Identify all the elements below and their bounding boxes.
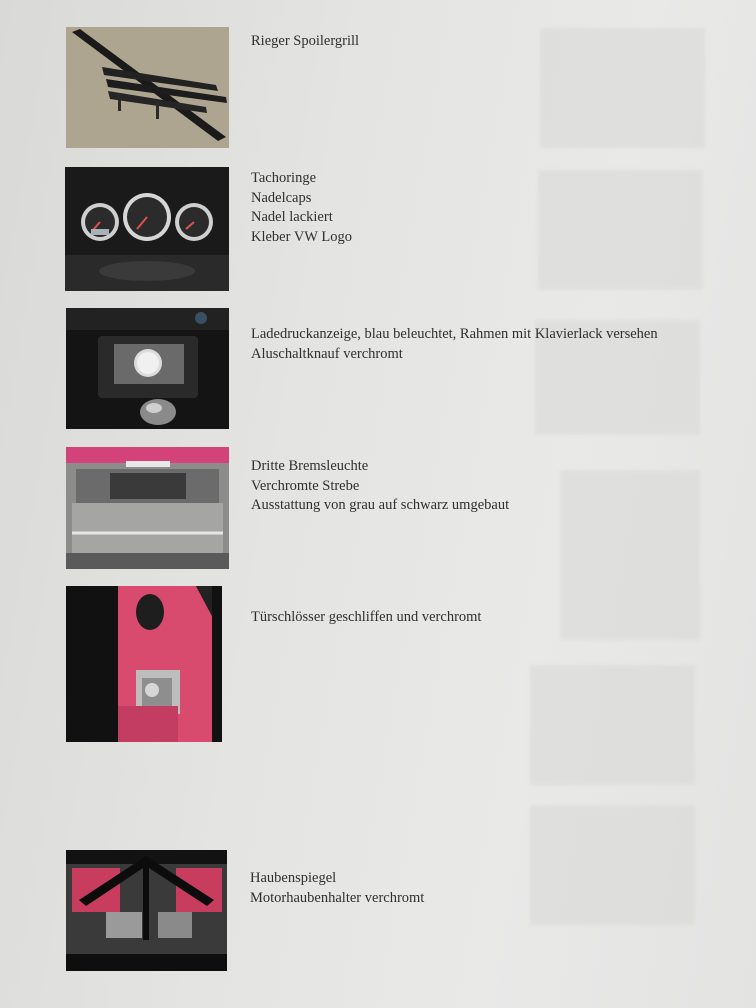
caption-line: Ladedruckanzeige, blau beleuchtet, Rahmen mit Klavierlack versehen [251, 326, 658, 342]
spoiler-grille-photo [66, 27, 229, 148]
bleed-through-shape [560, 470, 700, 640]
caption-line: Motorhaubenhalter verchromt [250, 889, 425, 906]
caption-2 [251, 169, 352, 247]
caption-line: Tachoringe [251, 170, 317, 186]
caption-3 [251, 325, 658, 364]
caption-line: Nadel lackiert [251, 209, 333, 225]
caption-line: Türschlösser geschliffen und verchromt [251, 609, 482, 625]
rear-interior-photo [66, 447, 229, 569]
caption-line: Aluschaltknauf verchromt [251, 345, 403, 362]
caption-line: Nadelcaps [251, 189, 312, 206]
caption-5 [251, 608, 481, 628]
caption-line: Ausstattung von grau auf schwarz umgebaut [251, 497, 510, 513]
caption-1 [251, 32, 359, 52]
bleed-through-shape [538, 170, 703, 290]
bleed-through-shape [540, 28, 705, 148]
boost-gauge-photo [66, 308, 229, 429]
caption-line: Dritte Bremsleuchte [251, 458, 369, 474]
bleed-through-shape [530, 805, 695, 925]
caption-6 [250, 869, 424, 908]
door-lock-photo [66, 586, 222, 742]
caption-line: Rieger Spoilergrill [251, 33, 360, 49]
caption-line: Haubenspiegel [250, 870, 337, 886]
caption-line: Verchromte Strebe [251, 477, 360, 494]
caption-4 [251, 457, 509, 516]
bleed-through-shape [530, 665, 695, 785]
engine-bay-photo [66, 850, 227, 971]
speedometer-photo [65, 167, 229, 291]
caption-line: Kleber VW Logo [251, 228, 352, 245]
